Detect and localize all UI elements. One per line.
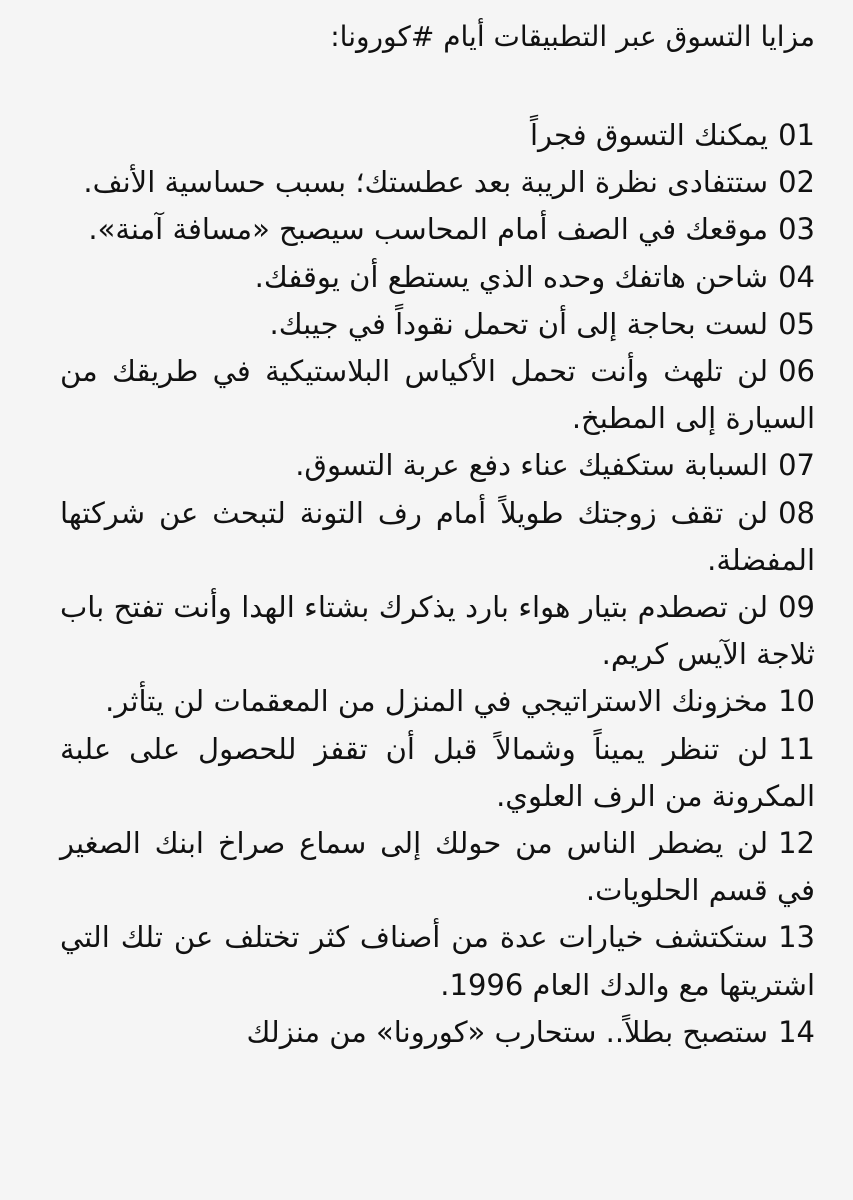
item-text: لن تقف زوجتك طويلاً أمام رف التونة لتبحث عن شركتها المفضلة. bbox=[60, 495, 815, 577]
item-text: لن يضطر الناس من حولك إلى سماع صراخ ابنك الصغير في قسم الحلويات. bbox=[60, 826, 815, 908]
benefits-list bbox=[60, 112, 815, 1056]
item-number: 12 bbox=[778, 826, 815, 861]
item-number: 08 bbox=[778, 495, 815, 530]
item-text: يمكنك التسوق فجراً bbox=[529, 118, 769, 152]
item-text: موقعك في الصف أمام المحاسب سيصبح «مسافة آمنة». bbox=[88, 212, 769, 247]
item-number: 11 bbox=[778, 731, 815, 766]
list-item bbox=[60, 490, 815, 584]
item-text: ستصبح بطلاً.. ستحارب «كورونا» من منزلك bbox=[246, 1014, 769, 1049]
item-text: شاحن هاتفك وحده الذي يستطع أن يوقفك. bbox=[254, 259, 769, 294]
item-text: مخزونك الاستراتيجي في المنزل من المعقمات لن يتأثر. bbox=[105, 684, 769, 719]
item-number: 05 bbox=[778, 306, 815, 341]
list-item bbox=[60, 726, 815, 820]
item-number: 02 bbox=[778, 165, 815, 200]
list-item bbox=[60, 206, 815, 253]
list-item bbox=[60, 678, 815, 725]
item-text: السبابة ستكفيك عناء دفع عربة التسوق. bbox=[295, 448, 769, 483]
list-item bbox=[60, 584, 815, 678]
list-item bbox=[60, 301, 815, 348]
list-item bbox=[60, 914, 815, 1008]
list-item bbox=[60, 1009, 815, 1056]
list-item bbox=[60, 254, 815, 301]
item-text: لست بحاجة إلى أن تحمل نقوداً في جيبك. bbox=[269, 306, 769, 341]
item-number: 03 bbox=[778, 212, 815, 247]
list-item bbox=[60, 159, 815, 206]
item-number: 10 bbox=[778, 684, 815, 719]
item-number: 09 bbox=[778, 590, 815, 625]
item-number: 04 bbox=[778, 259, 815, 294]
item-text: لن تنظر يميناً وشمالاً قبل أن تقفز للحصول على علبة المكرونة من الرف العلوي. bbox=[60, 731, 815, 813]
item-number: 06 bbox=[778, 354, 815, 389]
list-item bbox=[60, 820, 815, 914]
list-item bbox=[60, 112, 815, 159]
item-text: ستتفادى نظرة الريبة بعد عطستك؛ بسبب حساسية الأنف. bbox=[83, 165, 769, 200]
item-number: 13 bbox=[778, 920, 815, 955]
item-number: 07 bbox=[778, 448, 815, 483]
item-text: لن تلهث وأنت تحمل الأكياس البلاستيكية في طريقك من السيارة إلى المطبخ. bbox=[60, 354, 815, 436]
list-item bbox=[60, 348, 815, 442]
item-number: 01 bbox=[778, 118, 815, 152]
item-text: ستكتشف خيارات عدة من أصناف كثر تختلف عن تلك التي اشتريتها مع والدك العام 1996. bbox=[60, 920, 815, 1002]
list-item bbox=[60, 442, 815, 489]
page-title: مزايا التسوق عبر التطبيقات أيام #كورونا: bbox=[330, 20, 815, 53]
item-number: 14 bbox=[778, 1014, 815, 1049]
item-text: لن تصطدم بتيار هواء بارد يذكرك بشتاء الهدا وأنت تفتح باب ثلاجة الآيس كريم. bbox=[60, 590, 815, 672]
